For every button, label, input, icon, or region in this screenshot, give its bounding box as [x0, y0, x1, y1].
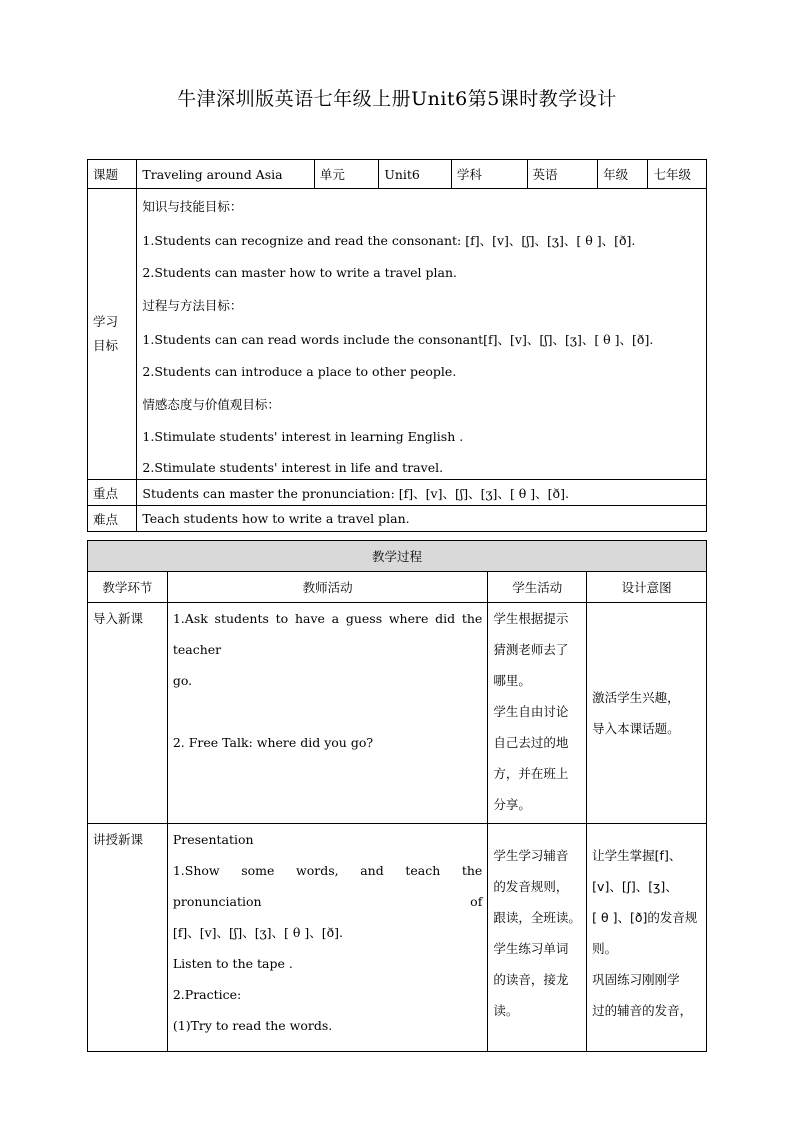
difficulty-row: [88, 506, 707, 532]
intent-intro: [587, 603, 707, 824]
teaching-process-table: [87, 540, 707, 1052]
knowledge-goal-2: 2.Students can master how to write a travel plan.: [142, 265, 458, 280]
process-band: 教学过程: [88, 541, 707, 572]
process-goal-2: 2.Students can introduce a place to other people.: [142, 364, 457, 379]
intent-new: [587, 824, 707, 1052]
student-line: 自己去过的地: [493, 735, 569, 750]
header-teacher: 教师活动: [167, 572, 487, 603]
student-activity-intro: [488, 603, 587, 824]
goals-row: [88, 189, 707, 480]
process-row-new: [88, 824, 707, 1052]
teacher-line: go.: [172, 673, 193, 688]
teacher-line: (1)Try to read the words.: [172, 1018, 333, 1033]
student-line: 学生练习单词: [493, 941, 569, 956]
subject-label: 学科: [451, 160, 527, 189]
student-line: 学生自由讨论: [493, 704, 569, 719]
student-line: 读。: [493, 1003, 519, 1018]
teacher-line: 1.Ask students to have a guess where did the teacher: [172, 611, 483, 657]
intent-line: 巩固练习刚刚学: [592, 972, 680, 987]
intent-line: [ θ ]、[ð]的发音规: [592, 910, 698, 925]
student-line: 的发音规则，: [493, 879, 569, 894]
process-band-row: [88, 541, 707, 572]
student-line: 的读音，接龙: [493, 972, 569, 987]
emotion-goal-2: 2.Stimulate students' interest in life and travel.: [142, 460, 444, 475]
intent-line: 让学生掌握[f]、: [592, 848, 682, 863]
teacher-line: Listen to the tape .: [172, 956, 293, 971]
teacher-line: [173, 696, 482, 727]
lesson-info-table: [87, 159, 707, 532]
unit-value: Unit6: [379, 160, 452, 189]
teacher-line: Presentation: [172, 832, 254, 847]
grade-value: 七年级: [648, 160, 707, 189]
key-point-row: [88, 480, 707, 506]
teacher-activity-new: [167, 824, 487, 1052]
unit-label: 单元: [314, 160, 379, 189]
key-point-value: Students can master the pronunciation: [f]、[v]、[ʃ]、[ʒ]、[ θ ]、[ð].: [137, 480, 707, 506]
intent-line: 导入本课话题。: [592, 721, 680, 736]
teacher-line: 2. Free Talk: where did you go?: [172, 735, 374, 750]
stage-new: 讲授新课: [88, 824, 168, 1052]
knowledge-heading: 知识与技能目标：: [142, 199, 243, 214]
header-intent: 设计意图: [587, 572, 707, 603]
process-header-row: [88, 572, 707, 603]
teacher-line: [f]、[v]、[ʃ]、[ʒ]、[ θ ]、[ð].: [172, 925, 343, 940]
document-title: 牛津深圳版英语七年级上册Unit6第5课时教学设计: [177, 88, 617, 110]
info-row: [88, 160, 707, 189]
intent-line: 过的辅音的发音，: [592, 1003, 693, 1018]
header-stage: 教学环节: [88, 572, 168, 603]
goals-content: [137, 189, 707, 480]
key-point-label: 重点: [88, 480, 137, 506]
process-row-intro: [88, 603, 707, 824]
student-line: 跟读，全班读。: [493, 910, 581, 925]
teacher-activity-intro: [167, 603, 487, 824]
student-line: 方，并在班上: [493, 766, 569, 781]
student-line: 猜测老师去了: [493, 642, 569, 657]
student-line: 哪里。: [493, 673, 531, 688]
stage-intro: 导入新课: [88, 603, 168, 824]
process-heading: 过程与方法目标：: [142, 298, 243, 313]
knowledge-goal-1: 1.Students can recognize and read the consonant: [f]、[v]、[ʃ]、[ʒ]、[ θ ]、[ð].: [142, 233, 636, 248]
student-line: 学生学习辅音: [493, 848, 569, 863]
student-line: 分享。: [493, 797, 531, 812]
emotion-goal-1: 1.Stimulate students' interest in learning English .: [142, 429, 464, 444]
teacher-line: 1.Show some words, and teach the pronunciation of: [172, 863, 483, 909]
student-activity-new: [488, 824, 587, 1052]
grade-label: 年级: [598, 160, 648, 189]
goals-label: 学习目标: [88, 189, 137, 480]
process-goal-1: 1.Students can can read words include the consonant[f]、[v]、[ʃ]、[ʒ]、[ θ ]、[ð].: [142, 332, 654, 347]
subject-value: 英语: [527, 160, 598, 189]
topic-value: Traveling around Asia: [137, 160, 314, 189]
difficulty-value: Teach students how to write a travel plan.: [137, 506, 707, 532]
header-student: 学生活动: [488, 572, 587, 603]
intent-line: 激活学生兴趣，: [592, 690, 680, 705]
student-line: 学生根据提示: [493, 611, 569, 626]
teacher-line: 2.Practice:: [172, 987, 242, 1002]
topic-label: 课题: [88, 160, 137, 189]
intent-line: 则。: [592, 941, 618, 956]
difficulty-label: 难点: [88, 506, 137, 532]
emotion-heading: 情感态度与价值观目标：: [142, 397, 280, 412]
intent-line: [v]、[ʃ]、[ʒ]、: [592, 879, 678, 894]
